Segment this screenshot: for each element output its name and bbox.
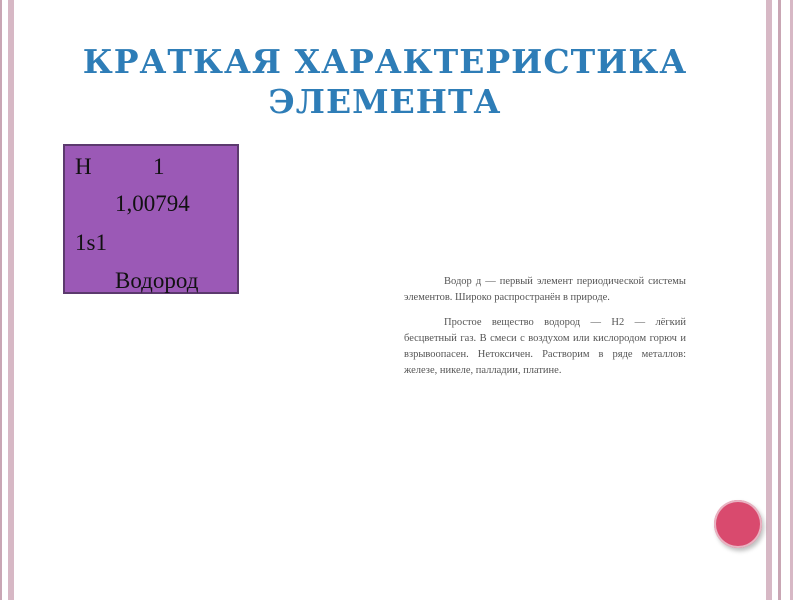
atomic-number: 1: [153, 154, 165, 179]
element-card: [63, 144, 239, 294]
atomic-mass: 1,00794: [115, 191, 190, 216]
element-name: Водород: [115, 268, 199, 293]
decorative-circle-icon: [714, 500, 762, 548]
element-symbol: H: [75, 154, 92, 179]
description-paragraph: Простое вещество водород — H2 — лёгкий бесцветный газ. В смеси с воздухом или кислородом горюч и взрывоопасен. Нетоксичен. Растворим в ряде металлов: железе, никеле, палладии, платине.: [404, 317, 686, 376]
slide-title-line2: ЭЛЕМЕНТА: [268, 82, 502, 121]
decorative-stripe: [766, 0, 772, 600]
slide-title: [40, 42, 730, 122]
decorative-stripe: [0, 0, 2, 600]
decorative-stripe: [8, 0, 14, 600]
electron-configuration: 1s1: [75, 230, 107, 255]
slide-title-line1: КРАТКАЯ ХАРАКТЕРИСТИКА: [82, 42, 688, 81]
description-paragraph: Водор д — первый элемент периодической системы элементов. Широко распространён в природе.: [404, 276, 686, 303]
decorative-stripe: [790, 0, 793, 600]
decorative-stripe: [778, 0, 781, 600]
description-text: [404, 274, 686, 388]
